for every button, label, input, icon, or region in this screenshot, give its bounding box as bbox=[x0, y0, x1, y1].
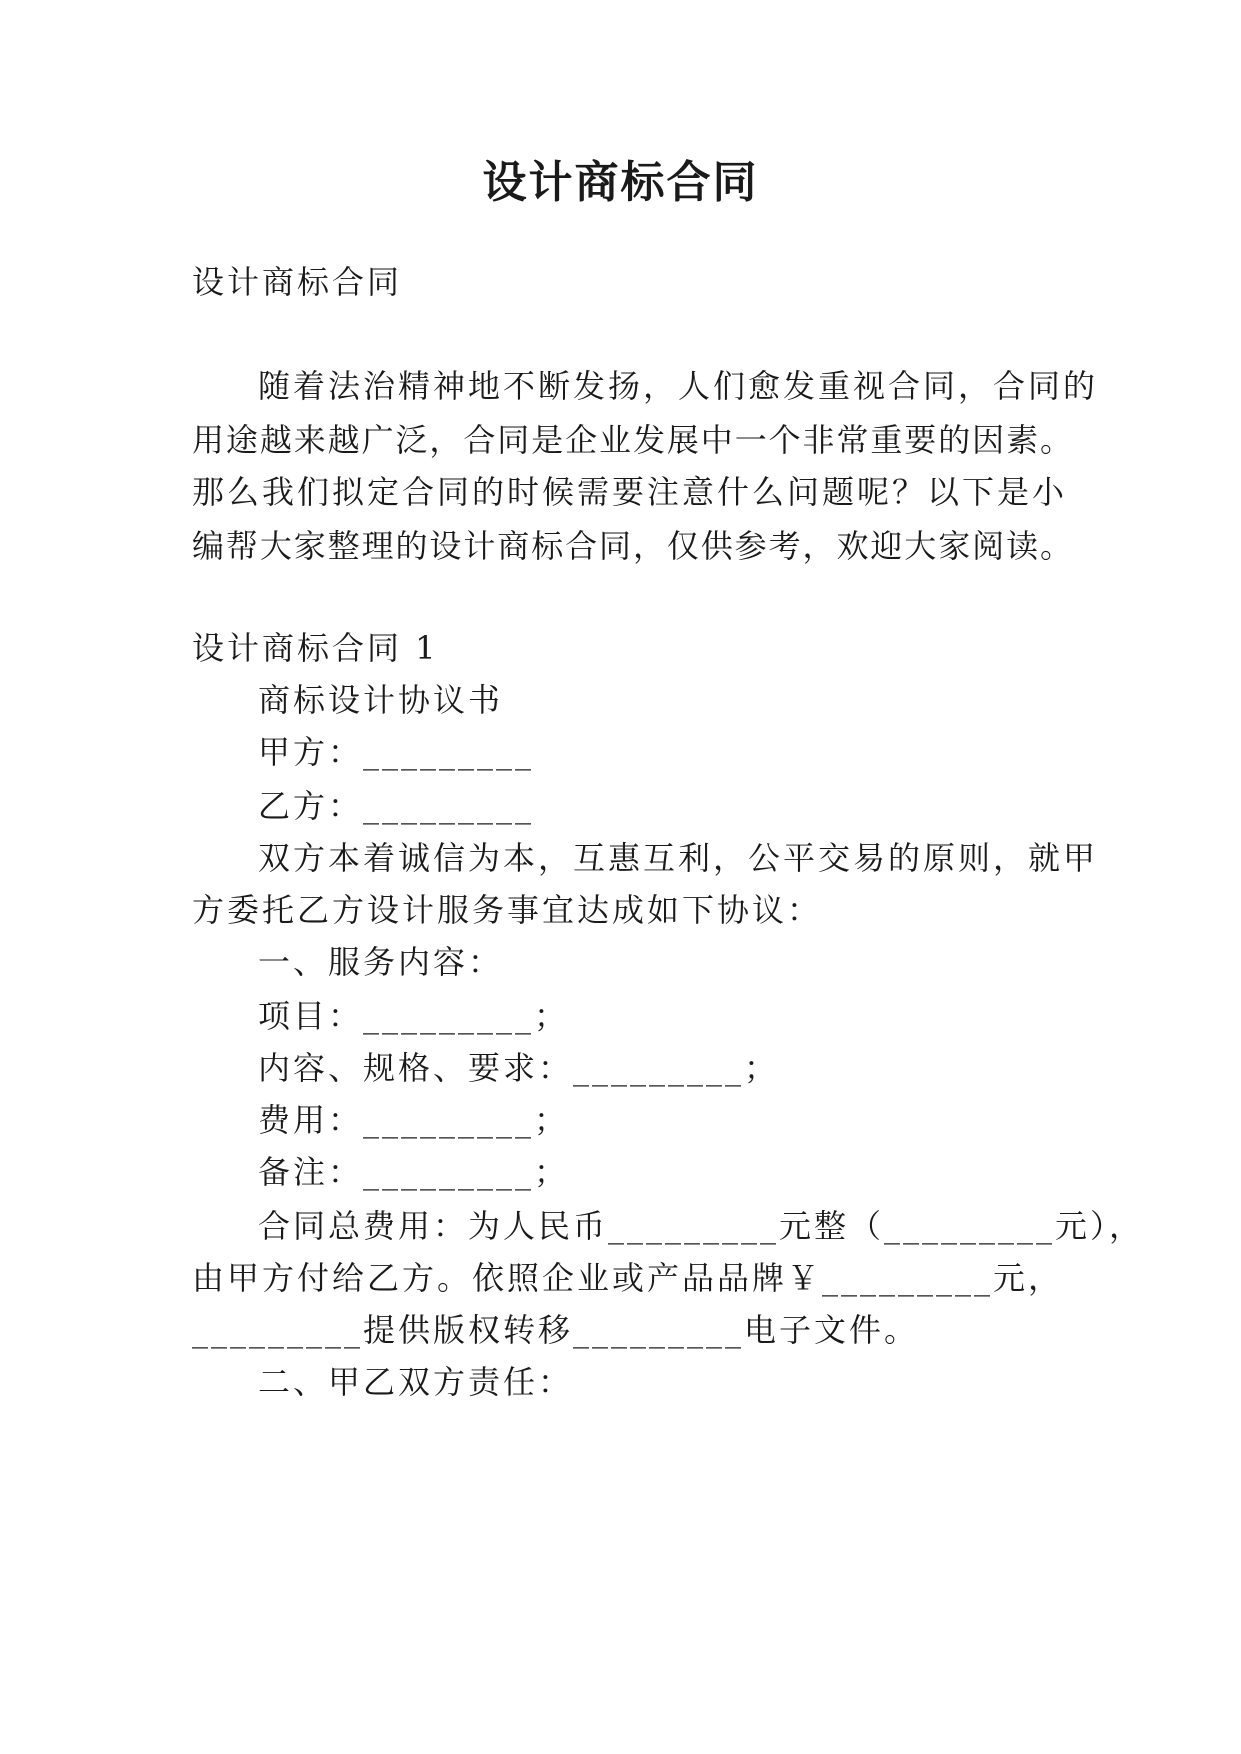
remark-line: 备注：_________； bbox=[258, 1153, 570, 1191]
project-line: 项目：_________； bbox=[258, 997, 570, 1035]
agreement-title: 商标设计协议书 bbox=[258, 681, 504, 719]
responsibility-heading: 二、甲乙双方责任： bbox=[258, 1363, 574, 1401]
fee-line: 费用：_________； bbox=[258, 1101, 570, 1139]
section-heading: 设计商标合同 1 bbox=[192, 629, 439, 667]
total-fee-line-1: 合同总费用：为人民币_________元整（_________元）， bbox=[258, 1207, 1145, 1245]
total-fee-line-3: _________提供版权转移_________电子文件。 bbox=[192, 1311, 920, 1349]
intro-line-4: 编帮大家整理的设计商标合同，仅供参考，欢迎大家阅读。 bbox=[192, 527, 1072, 565]
intro-line-1: 随着法治精神地不断发扬，人们愈发重视合同，合同的 bbox=[258, 367, 1099, 405]
principle-line-1: 双方本着诚信为本，互惠互利，公平交易的原则，就甲 bbox=[258, 839, 1099, 877]
intro-line-2: 用途越来越广泛，合同是企业发展中一个非常重要的因素。 bbox=[192, 421, 1072, 459]
party-b-line: 乙方：_________ bbox=[258, 787, 535, 825]
principle-line-2: 方委托乙方设计服务事宜达成如下协议： bbox=[192, 891, 823, 929]
service-heading: 一、服务内容： bbox=[258, 943, 504, 981]
party-a-line: 甲方：_________ bbox=[258, 733, 535, 771]
intro-line-3: 那么我们拟定合同的时候需要注意什么问题呢？以下是小 bbox=[192, 473, 1068, 511]
document-title: 设计商标合同 bbox=[482, 157, 759, 208]
total-fee-line-2: 由甲方付给乙方。依照企业或产品品牌￥_________元， bbox=[192, 1259, 1064, 1297]
document-subtitle: 设计商标合同 bbox=[192, 263, 403, 301]
content-spec-line: 内容、规格、要求：_________； bbox=[258, 1049, 780, 1087]
